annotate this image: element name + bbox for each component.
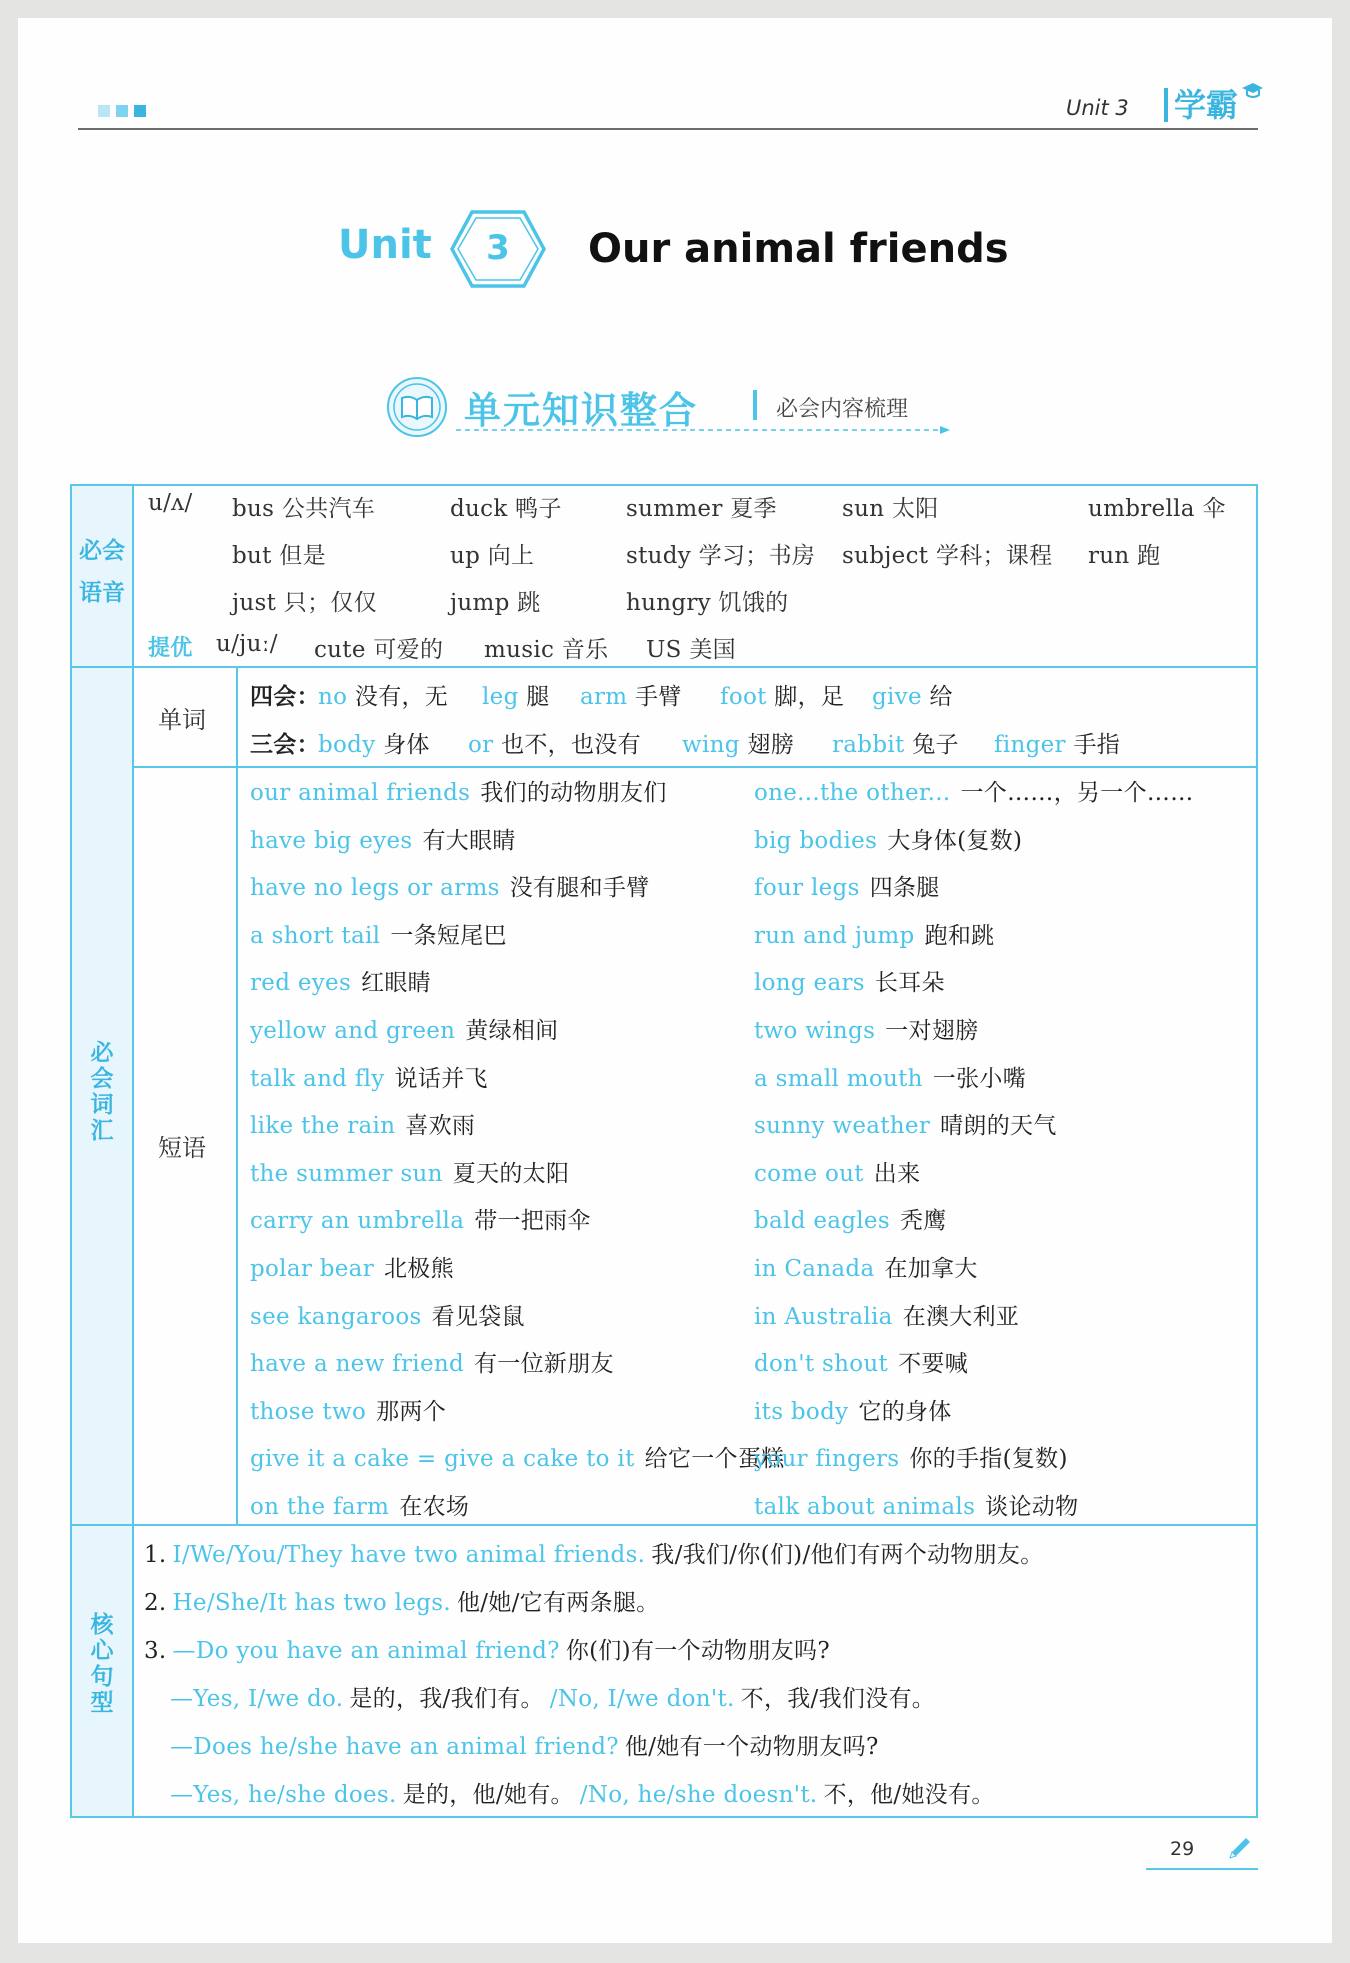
phonics-symbol: u/ʌ/ (148, 490, 193, 516)
phonics-word: cute 可爱的 (314, 637, 444, 663)
word-item: no 没有，无 (318, 684, 449, 710)
phonics-word: hungry 饥饿的 (626, 590, 789, 616)
sub-divider (236, 666, 238, 1524)
category-text: 词 (90, 1092, 114, 1118)
phrase-english: our animal friends (250, 780, 471, 806)
section-divider (753, 390, 757, 420)
graduation-cap-icon (1240, 82, 1264, 100)
sentence-item (144, 1632, 836, 1665)
section-subtitle: 必会内容梳理 (776, 397, 909, 422)
category-text: 心 (90, 1638, 114, 1664)
phrase-chinese: 一张小嘴 (932, 1065, 1026, 1092)
phrase-item (754, 1393, 952, 1426)
phrase-chinese: 给它一个蛋糕 (644, 1446, 785, 1473)
phrase-item (754, 1488, 1078, 1521)
phrase-english: bald eagles (754, 1208, 890, 1235)
phrases-label: 短语 (158, 1134, 206, 1162)
brand-logo: 学霸 (1164, 88, 1238, 122)
phrase-english: a small mouth (754, 1065, 923, 1092)
sentence-english: I/We/You/They have two animal friends. (172, 1542, 646, 1568)
phrase-chinese: 长耳朵 (874, 970, 945, 997)
phrase-english: sunny weather (754, 1113, 931, 1140)
phrase-chinese: 夏天的太阳 (452, 1160, 570, 1187)
phrase-chinese: 大身体(复数) (887, 827, 1023, 854)
pencil-icon (1224, 1834, 1254, 1864)
four-skills-label: 四会： (250, 683, 320, 710)
word-item: arm 手臂 (580, 684, 682, 710)
phrase-item (250, 1440, 784, 1473)
phrase-english: yellow and green (250, 1018, 456, 1044)
sentence-number: 3. (144, 1638, 167, 1664)
row-divider (70, 1524, 1258, 1526)
phrase-chinese: 它的身体 (858, 1398, 952, 1425)
phrase-item (250, 774, 667, 807)
phrase-item (250, 1202, 591, 1235)
phonics-word: bus 公共汽车 (232, 496, 376, 522)
phrase-english: long ears (754, 970, 865, 997)
phrase-chinese: 那两个 (376, 1398, 447, 1425)
sentence-number: 2. (144, 1590, 167, 1616)
sentence-chinese: 是的，他/她有。 (402, 1782, 574, 1808)
sub-row-divider (132, 766, 1258, 768)
phrase-item (754, 1250, 978, 1283)
phrase-item (754, 1155, 920, 1188)
phrase-item (250, 1488, 469, 1521)
sentence-item (144, 1536, 1050, 1569)
phrase-english: run and jump (754, 922, 915, 949)
phrase-english: see kangaroos (250, 1303, 422, 1330)
word-item: give 给 (872, 684, 953, 710)
phrase-chinese: 谈论动物 (985, 1494, 1079, 1520)
header-decoration (98, 105, 146, 117)
word-item: wing 翅膀 (682, 732, 795, 758)
phrase-chinese: 带一把雨伞 (474, 1208, 591, 1235)
sentence-item (144, 1584, 665, 1617)
phrase-item (250, 1298, 525, 1331)
phrase-english: like the rain (250, 1113, 396, 1140)
words-label: 单词 (158, 706, 206, 734)
category-text: 会 (90, 1066, 114, 1092)
category-text: 汇 (90, 1118, 114, 1144)
phrase-item (250, 917, 507, 950)
dashed-arrow-icon (456, 424, 950, 436)
category-sentences (87, 1612, 117, 1716)
phonics-word: up 向上 (450, 543, 535, 569)
phrase-english: give it a cake = give a cake to it (250, 1446, 635, 1473)
category-text: 型 (90, 1690, 114, 1716)
phrase-item (754, 917, 994, 950)
phrase-item (754, 1202, 947, 1235)
phrase-english: your fingers (754, 1446, 900, 1473)
sentence-item (170, 1728, 885, 1761)
phrase-item (754, 1012, 978, 1045)
sentence-chinese: 他/她有一个动物朋友吗? (624, 1734, 879, 1760)
phonics-word: just 只；仅仅 (232, 590, 378, 616)
phrase-item (754, 964, 945, 997)
phrase-english: carry an umbrella (250, 1208, 465, 1235)
word-item: foot 脚，足 (720, 684, 845, 710)
phrase-item (754, 822, 1022, 855)
word-item: leg 腿 (482, 684, 550, 710)
phrase-english: in Canada (754, 1256, 875, 1282)
phrase-chinese: 四条腿 (869, 875, 940, 902)
phrase-chinese: 在澳大利亚 (902, 1303, 1020, 1330)
phrase-item (250, 964, 431, 997)
phrase-english: the summer sun (250, 1160, 443, 1187)
phrase-english: in Australia (754, 1303, 893, 1330)
phonics-word: umbrella 伞 (1088, 496, 1226, 522)
phrase-item (754, 1107, 1057, 1140)
phonics-word: study 学习；书房 (626, 543, 816, 569)
sentence-english: /No, he/she doesn't. (579, 1782, 818, 1808)
sentence-chinese: 他/她/它有两条腿。 (456, 1590, 660, 1616)
sentence-chinese: 你(们)有一个动物朋友吗? (565, 1638, 830, 1664)
sentence-english: —Yes, I/we do. (170, 1686, 344, 1712)
category-text: 必会 (79, 538, 125, 564)
phrase-chinese: 晴朗的天气 (940, 1113, 1057, 1140)
category-text: 核 (90, 1612, 114, 1638)
phrase-chinese: 有大眼睛 (422, 827, 516, 854)
category-text: 必 (90, 1040, 114, 1066)
phrase-item (250, 1012, 558, 1045)
open-book-icon (386, 376, 448, 438)
phrase-chinese: 跑和跳 (924, 922, 995, 949)
sentence-number: 1. (144, 1542, 167, 1568)
footer-rule (1146, 1868, 1258, 1870)
phrase-item (250, 1155, 569, 1188)
phrase-item (754, 869, 940, 902)
three-skills-label: 三会： (250, 731, 320, 758)
phrase-english: polar bear (250, 1256, 374, 1282)
category-divider (132, 486, 134, 1816)
phonics-extra-label: 提优 (148, 636, 193, 661)
phrase-chinese: 你的手指(复数) (909, 1446, 1068, 1473)
phrase-chinese: 一条短尾巴 (390, 922, 507, 949)
phrase-chinese: 喜欢雨 (405, 1113, 476, 1140)
unit-number: 3 (486, 228, 510, 268)
phrase-chinese: 秃鹰 (899, 1208, 947, 1235)
section-title: 单元知识整合 (464, 389, 698, 432)
phrase-english: come out (754, 1160, 864, 1187)
phrase-english: one...the other... (754, 780, 951, 806)
sentence-item (170, 1680, 941, 1713)
phrase-item (754, 1298, 1019, 1331)
phrase-item (250, 822, 516, 855)
sentence-english: He/She/It has two legs. (172, 1590, 451, 1616)
phonics-extra-symbol: u/juː/ (216, 631, 278, 657)
phrase-english: on the farm (250, 1494, 390, 1520)
phrase-item (250, 1345, 614, 1378)
phrase-chinese: 不要喊 (898, 1351, 968, 1378)
phrase-chinese: 在农场 (399, 1494, 470, 1520)
word-item: or 也不，也没有 (468, 732, 641, 758)
phrase-item (754, 1440, 1068, 1473)
phrase-chinese: 没有腿和手臂 (509, 875, 650, 902)
phrase-item (754, 1060, 1026, 1093)
sentence-item (170, 1776, 1001, 1809)
unit-title: Our animal friends (588, 226, 1009, 272)
phrase-item (754, 1345, 968, 1378)
word-item: finger 手指 (994, 732, 1121, 758)
phrase-chinese: 红眼睛 (361, 970, 431, 997)
category-text: 语音 (79, 580, 125, 606)
phonics-word: run 跑 (1088, 543, 1161, 569)
category-vocabulary (87, 1040, 117, 1144)
header-unit-tag: Unit 3 (1066, 96, 1129, 120)
phrase-chinese: 说话并飞 (394, 1065, 488, 1092)
unit-label: Unit (338, 222, 432, 268)
phrase-english: talk about animals (754, 1494, 976, 1520)
phonics-word: music 音乐 (484, 637, 609, 663)
phrase-item (250, 1393, 446, 1426)
phrase-english: have big eyes (250, 827, 413, 854)
phrase-chinese: 在加拿大 (884, 1256, 978, 1282)
phonics-word: summer 夏季 (626, 496, 777, 522)
sentence-english: /No, I/we don't. (549, 1686, 735, 1712)
sentence-english: —Does he/she have an animal friend? (170, 1734, 619, 1760)
phrase-chinese: 出来 (873, 1160, 921, 1187)
sentence-english: —Yes, he/she does. (170, 1782, 397, 1808)
page-number: 29 (1170, 1838, 1195, 1860)
category-text: 句 (90, 1664, 114, 1690)
phrase-item (250, 1107, 475, 1140)
word-item: body 身体 (318, 732, 430, 758)
phrase-english: red eyes (250, 970, 352, 997)
phonics-word: US 美国 (646, 637, 736, 663)
phonics-word: subject 学科；课程 (842, 543, 1053, 569)
row-divider (70, 666, 1258, 668)
phrase-english: have a new friend (250, 1351, 464, 1378)
phrase-chinese: 有一位新朋友 (474, 1351, 614, 1378)
header-rule (78, 128, 1258, 130)
phrase-chinese: 看见袋鼠 (431, 1303, 525, 1330)
sentence-chinese: 我/我们/你(们)/他们有两个动物朋友。 (651, 1542, 1044, 1568)
phrase-english: those two (250, 1398, 367, 1425)
phrase-english: big bodies (754, 827, 878, 854)
phrase-item (250, 1060, 488, 1093)
phrase-chinese: 北极熊 (384, 1256, 454, 1282)
phrase-english: four legs (754, 875, 860, 902)
phrase-item (754, 774, 1194, 807)
phonics-word: sun 太阳 (842, 496, 939, 522)
phonics-word: but 但是 (232, 543, 326, 569)
phrase-english: a short tail (250, 922, 381, 949)
phrase-english: its body (754, 1398, 849, 1425)
sentence-chinese: 是的，我/我们有。 (349, 1686, 544, 1712)
phrase-chinese: 一个……，另一个…… (960, 780, 1194, 806)
phrase-chinese: 一对翅膀 (885, 1018, 979, 1044)
sentence-chinese: 不，我/我们没有。 (740, 1686, 936, 1712)
phrase-english: talk and fly (250, 1065, 385, 1092)
sentence-chinese: 不，他/她没有。 (823, 1782, 995, 1808)
phrase-english: two wings (754, 1018, 876, 1044)
word-item: rabbit 兔子 (832, 732, 959, 758)
phonics-word: duck 鸭子 (450, 496, 562, 522)
sentence-english: —Do you have an animal friend? (172, 1638, 560, 1664)
category-phonics (72, 536, 132, 608)
phrase-chinese: 我们的动物朋友们 (480, 780, 667, 806)
phrase-chinese: 黄绿相间 (465, 1018, 559, 1044)
phrase-english: have no legs or arms (250, 875, 500, 902)
phrase-item (250, 869, 650, 902)
phonics-word: jump 跳 (450, 590, 541, 616)
phrase-english: don't shout (754, 1351, 889, 1378)
phrase-item (250, 1250, 454, 1283)
